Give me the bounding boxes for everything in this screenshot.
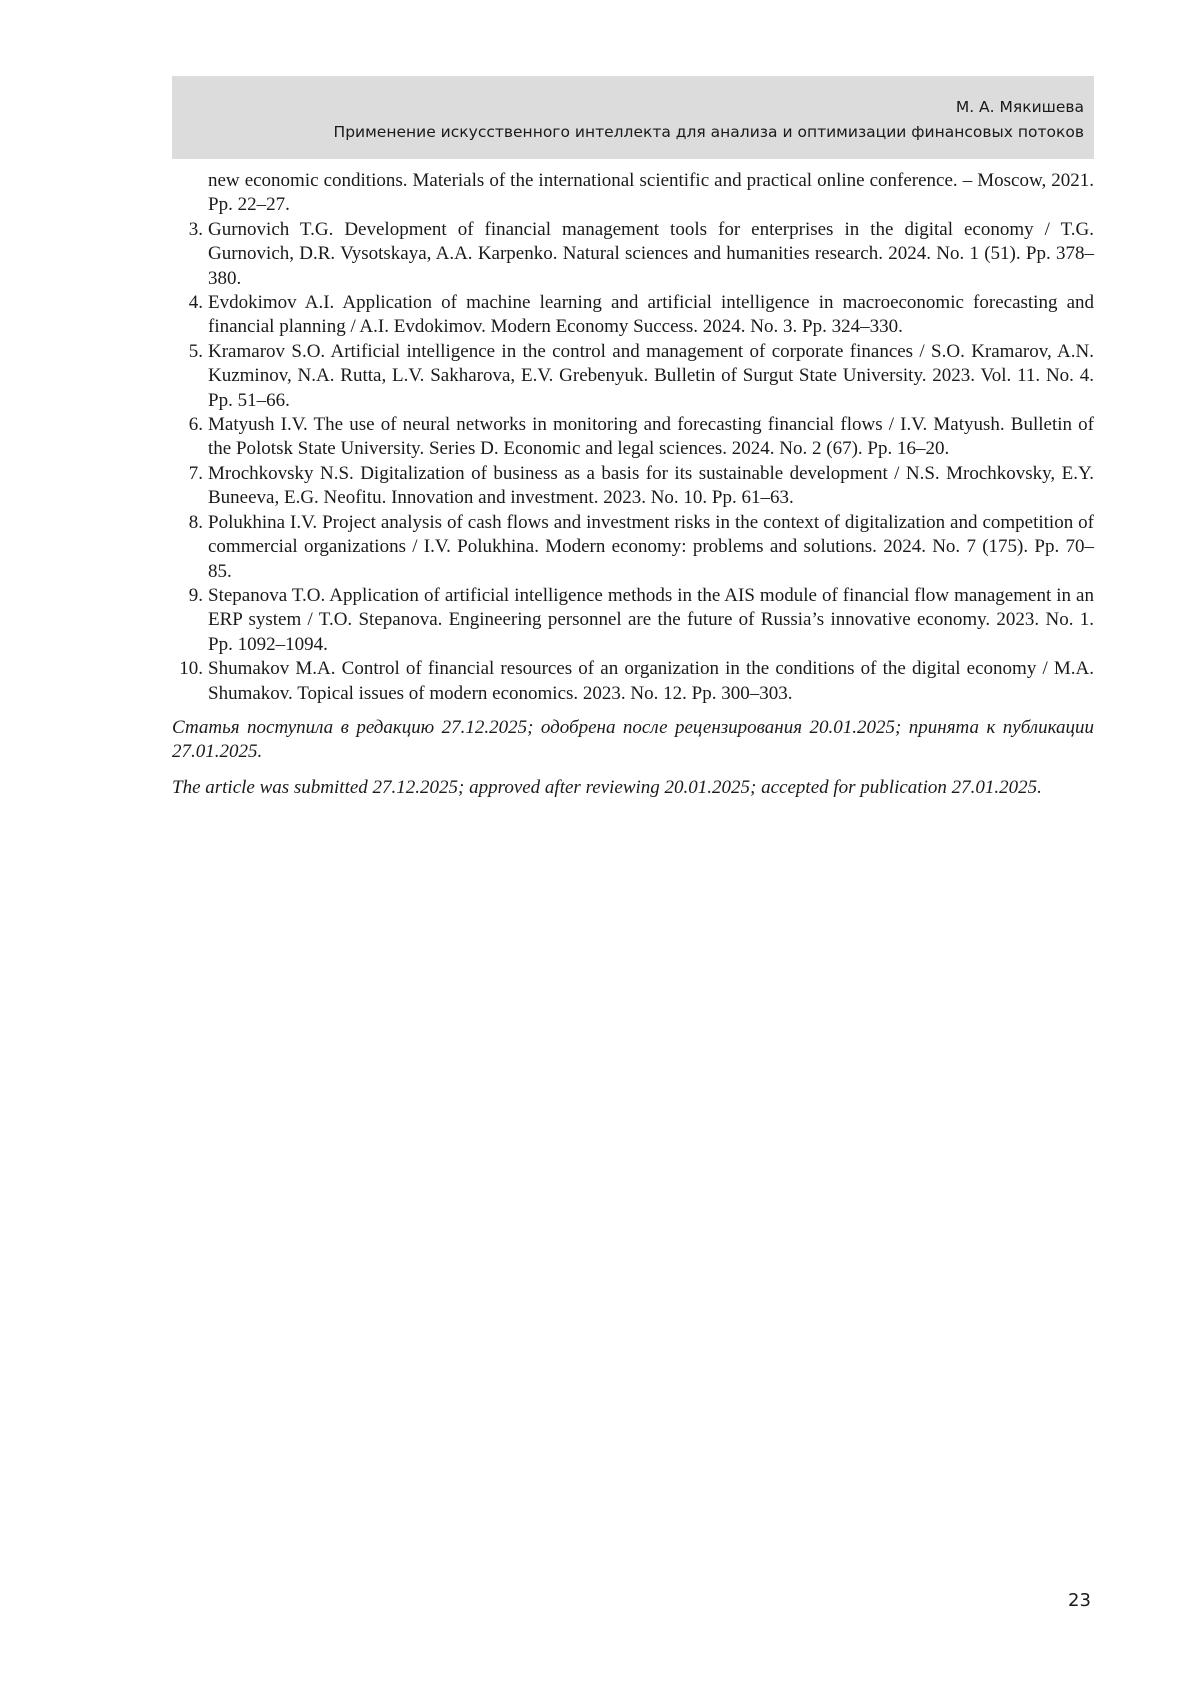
reference-number: 5.: [188, 340, 203, 362]
reference-number: 9.: [188, 584, 203, 606]
reference-item: [172, 657, 1094, 706]
reference-number: 7.: [188, 462, 203, 484]
reference-item: [172, 413, 1094, 462]
reference-text: Evdokimov A.I. Application of machine learning and artificial intelligence in macroeconomic forecasting and financial planning / A.I. Evdokimov. Modern Economy Success. 2024. No. 3. Pp. 324–330.: [208, 292, 1094, 338]
reference-text: new economic conditions. Materials of the international scientific and practical online conference. – Moscow, 2021. Pp. 22–27.: [208, 170, 1094, 216]
header-author: М. А. Мякишева: [955, 98, 1084, 116]
header-article-title: Применение искусственного интеллекта для анализа и оптимизации финансовых потоков: [333, 123, 1084, 141]
reference-text: Shumakov M.A. Control of financial resources of an organization in the conditions of the digital economy / M.A. Shumakov. Topical issues of modern economics. 2023. No. 12. Pp. 300–303.: [208, 658, 1094, 704]
reference-item: [172, 462, 1094, 511]
reference-item: [172, 584, 1094, 657]
reference-number: 10.: [179, 658, 203, 680]
reference-text: Gurnovich T.G. Development of financial management tools for enterprises in the digital economy / T.G. Gurnovich, D.R. Vysotskaya, A.A. Karpenko. Natural sciences and humanities research. 2024. No. 1 (51). Pp. 378–380.: [208, 218, 1094, 289]
reference-text: Mrochkovsky N.S. Digitalization of business as a basis for its sustainable development / N.S. Mrochkovsky, E.Y. Buneeva, E.G. Neofitu. Innovation and investment. 2023. No. 10. Pp. 61–63.: [208, 462, 1094, 509]
reference-number: 3.: [188, 218, 203, 240]
reference-list: [172, 169, 1094, 706]
reference-item: [172, 340, 1094, 413]
reference-number: 4.: [188, 292, 203, 314]
reference-number: 6.: [188, 414, 203, 436]
reference-item: [172, 218, 1094, 291]
reference-text: Polukhina I.V. Project analysis of cash flows and investment risks in the context of digitalization and competition of commercial organizations / I.V. Polukhina. Modern economy: problems and solutions. 2024. No. 7 (175). Pp. 70–85.: [208, 511, 1094, 582]
page-number: 23: [1068, 1590, 1091, 1611]
reference-item: [172, 291, 1094, 340]
running-header: [172, 76, 1094, 159]
reference-item: [172, 169, 1094, 218]
submission-note-en: The article was submitted 27.12.2025; approved after reviewing 20.01.2025; accepted for publication 27.01.2025.: [172, 777, 1042, 798]
reference-item: [172, 511, 1094, 584]
submission-note-ru: Статья поступила в редакцию 27.12.2025; одобрена после рецензирования 20.01.2025; принята к публикации 27.01.2025.: [172, 717, 1094, 763]
reference-text: Stepanova T.O. Application of artificial intelligence methods in the AIS module of financial flow management in an ERP system / T.O. Stepanova. Engineering personnel are the future of Russia’s innovative economy. 2023. No. 1. Pp. 1092–1094.: [208, 584, 1094, 655]
reference-text: Kramarov S.O. Artificial intelligence in the control and management of corporate finances / S.O. Kramarov, A.N. Kuzminov, N.A. Rutta, L.V. Sakharova, E.V. Grebenyuk. Bulletin of Surgut State University. 2023. Vol. 11. No. 4. Pp. 51–66.: [208, 340, 1094, 411]
reference-text: Matyush I.V. The use of neural networks in monitoring and forecasting financial flows / I.V. Matyush. Bulletin of the Polotsk State University. Series D. Economic and legal sciences. 2024. No. 2 (67). Pp. 16–20.: [208, 414, 1094, 460]
reference-number: 8.: [188, 511, 203, 533]
